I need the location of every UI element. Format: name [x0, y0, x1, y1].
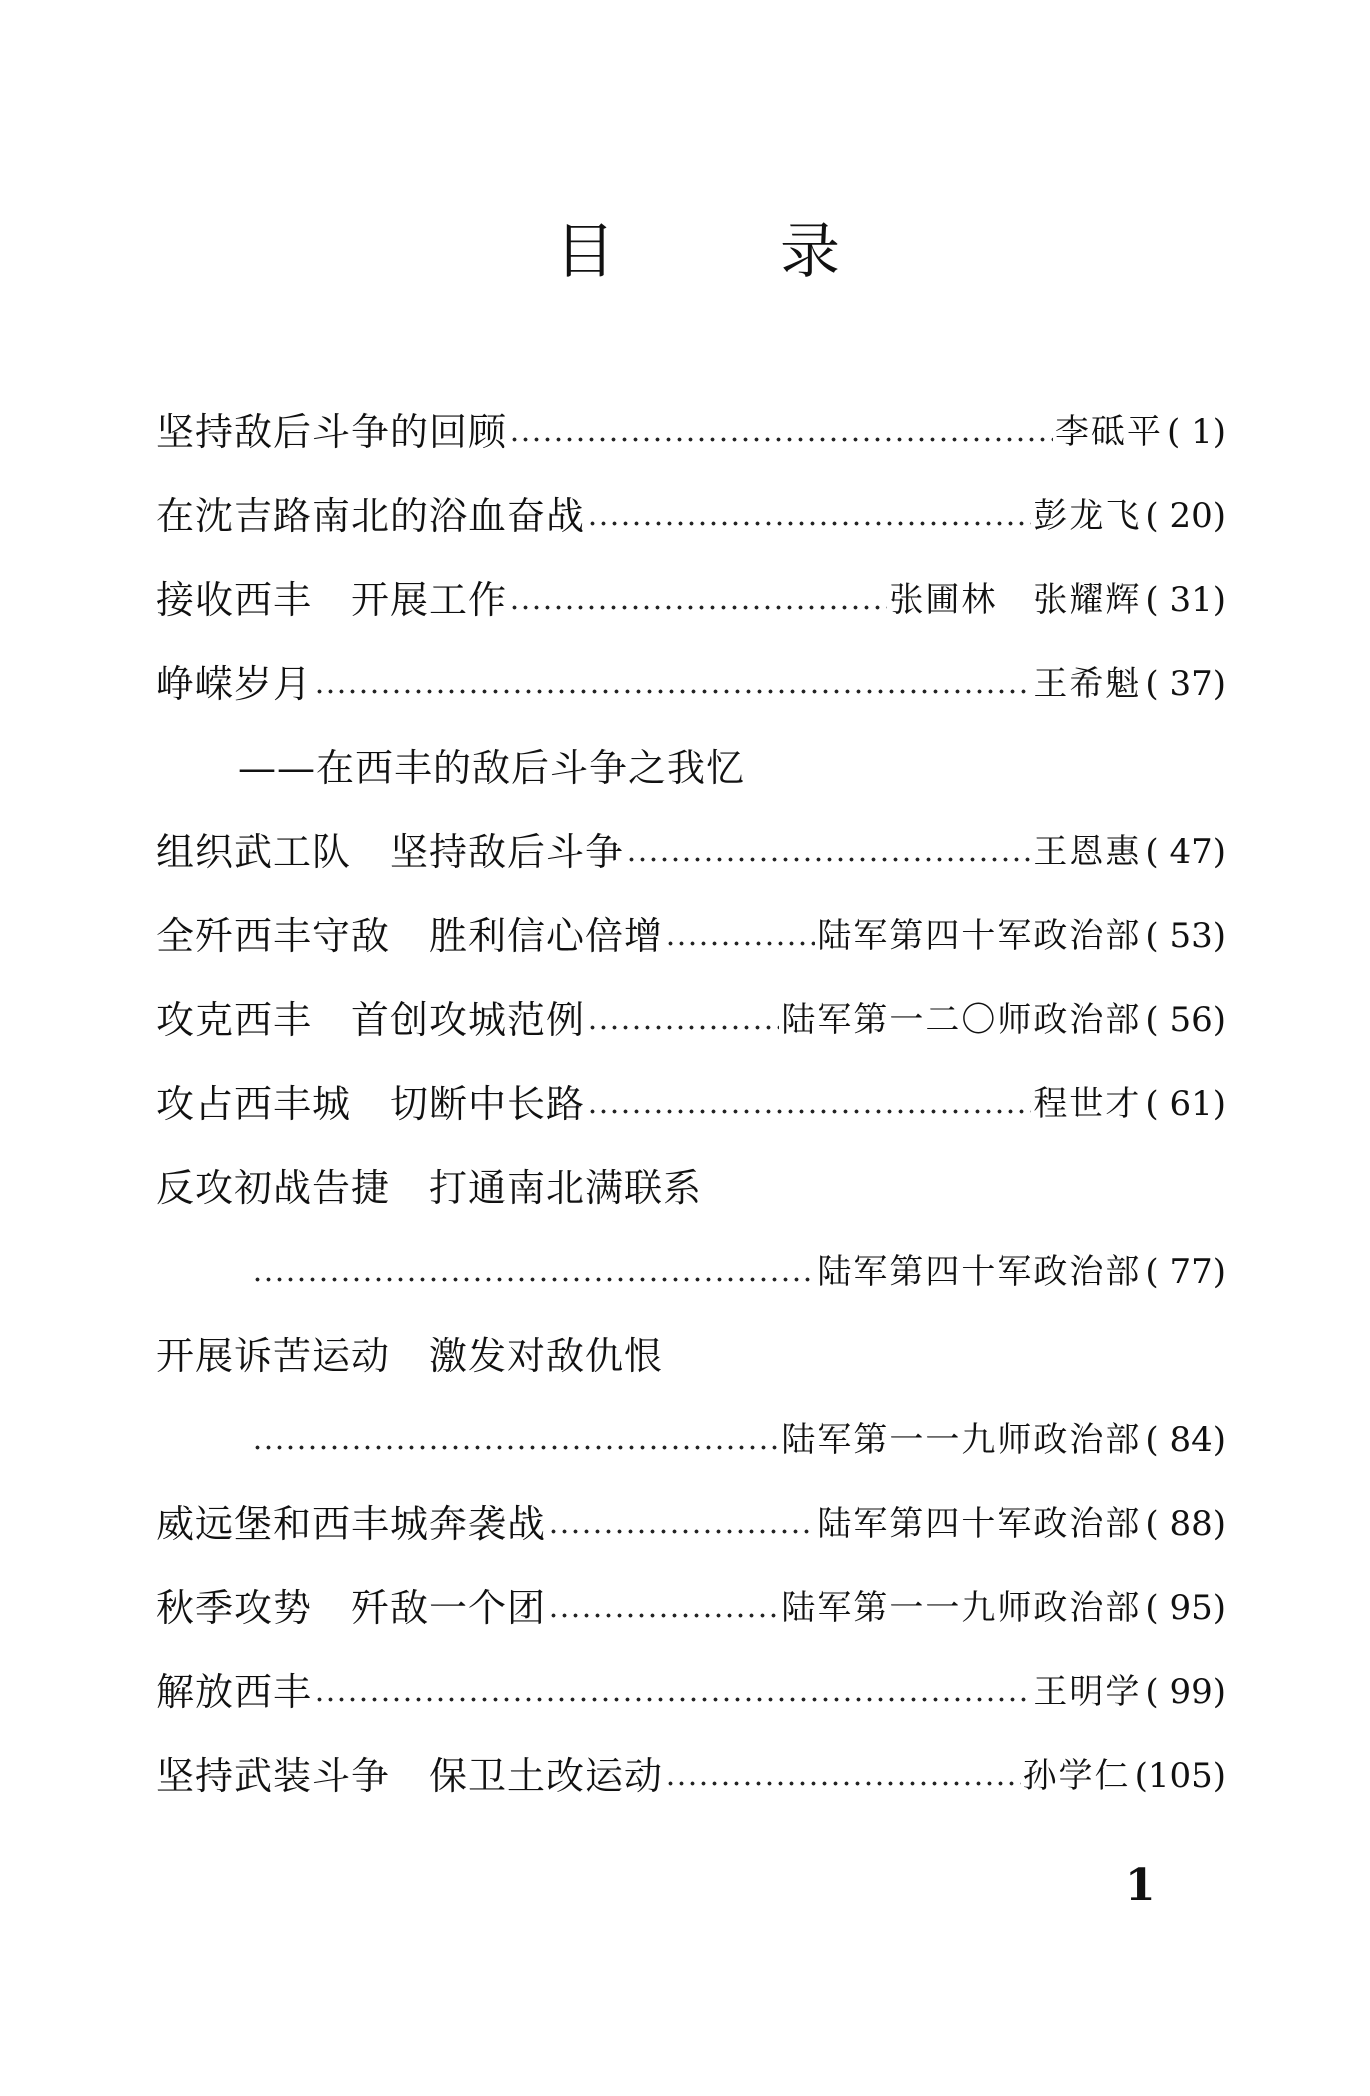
toc-entry [156, 1576, 1226, 1640]
entry-title: 威远堡和西丰城奔袭战 [156, 1502, 547, 1546]
toc-entry [156, 484, 1226, 548]
entry-page: ( 37) [1145, 664, 1226, 704]
toc-entry-continuation [250, 1240, 1226, 1304]
entry-author: 陆军第一二〇师政治部 [781, 1000, 1142, 1040]
entry-title: 开展诉苦运动 激发对敌仇恨 [156, 1334, 664, 1378]
leader-dots [548, 1576, 779, 1640]
entry-title: 在沈吉路南北的浴血奋战 [156, 494, 586, 538]
leader-dots [587, 988, 779, 1052]
entry-page: ( 88) [1145, 1504, 1226, 1544]
entry-author: 程世才 [1033, 1084, 1142, 1124]
entry-title: 组织武工队 坚持敌后斗争 [156, 830, 625, 874]
entry-author: 陆军第一一九师政治部 [781, 1588, 1142, 1628]
leader-dots [548, 1492, 815, 1556]
entry-subtitle: ——在西丰的敌后斗争之我忆 [238, 746, 746, 790]
entry-page: ( 61) [1145, 1084, 1226, 1124]
toc-entry [156, 400, 1226, 464]
entry-title: 攻克西丰 首创攻城范例 [156, 998, 586, 1042]
entry-title: 攻占西丰城 切断中长路 [156, 1082, 586, 1126]
toc-entry [156, 904, 1226, 968]
entry-page: ( 1) [1167, 412, 1226, 452]
toc-entry [156, 820, 1226, 884]
toc-entry [156, 1072, 1226, 1136]
entry-page: ( 56) [1145, 1000, 1226, 1040]
entry-page: ( 84) [1145, 1420, 1226, 1460]
toc-entry-title-line [156, 1324, 1226, 1388]
leader-dots [252, 1240, 815, 1304]
entry-page: ( 31) [1145, 580, 1226, 620]
entry-page: ( 53) [1145, 916, 1226, 956]
toc-entry [156, 1492, 1226, 1556]
entry-author: 陆军第四十军政治部 [817, 1252, 1142, 1292]
leader-dots [314, 652, 1031, 716]
entry-author: 张圃林 张耀辉 [889, 580, 1142, 620]
entry-title: 秋季攻势 歼敌一个团 [156, 1586, 547, 1630]
entry-author: 彭龙飞 [1033, 496, 1142, 536]
entry-title: 接收西丰 开展工作 [156, 578, 508, 622]
entry-title: 全歼西丰守敌 胜利信心倍增 [156, 914, 664, 958]
entry-author: 王明学 [1033, 1672, 1142, 1712]
leader-dots [509, 568, 887, 632]
leader-dots [252, 1408, 779, 1472]
title-char-mu: 目 [555, 217, 615, 287]
toc-entry-continuation [250, 1408, 1226, 1472]
toc-entry [156, 988, 1226, 1052]
leader-dots [509, 400, 1053, 464]
entry-page: ( 95) [1145, 1588, 1226, 1628]
entry-page: ( 20) [1145, 496, 1226, 536]
toc-entry-subtitle [238, 736, 1308, 800]
entry-author: 孙学仁 [1022, 1756, 1131, 1796]
toc-entry [156, 652, 1226, 716]
leader-dots [626, 820, 1031, 884]
entry-author: 王恩惠 [1033, 832, 1142, 872]
entry-title: 坚持敌后斗争的回顾 [156, 410, 508, 454]
leader-dots [314, 1660, 1031, 1724]
title-char-lu: 录 [780, 217, 840, 287]
toc-entry-title-line [156, 1156, 1226, 1220]
leader-dots [587, 1072, 1031, 1136]
entry-page: ( 77) [1145, 1252, 1226, 1292]
entry-author: 王希魁 [1033, 664, 1142, 704]
entry-author: 陆军第一一九师政治部 [781, 1420, 1142, 1460]
toc-title [555, 212, 855, 292]
entry-title: 反攻初战告捷 打通南北满联系 [156, 1166, 703, 1210]
page-number: 1 [1125, 1860, 1156, 1911]
entry-title: 峥嵘岁月 [156, 662, 313, 706]
toc-entry [156, 568, 1226, 632]
entry-author: 陆军第四十军政治部 [817, 916, 1142, 956]
entry-page: ( 47) [1145, 832, 1226, 872]
entry-title: 解放西丰 [156, 1670, 313, 1714]
entry-author: 李砥平 [1055, 412, 1164, 452]
entry-page: (105) [1134, 1756, 1226, 1796]
leader-dots [665, 904, 815, 968]
entry-title: 坚持武装斗争 保卫土改运动 [156, 1754, 664, 1798]
leader-dots [587, 484, 1031, 548]
toc-entry [156, 1660, 1226, 1724]
toc-entry [156, 1744, 1226, 1808]
leader-dots [665, 1744, 1021, 1808]
entry-author: 陆军第四十军政治部 [817, 1504, 1142, 1544]
entry-page: ( 99) [1145, 1672, 1226, 1712]
